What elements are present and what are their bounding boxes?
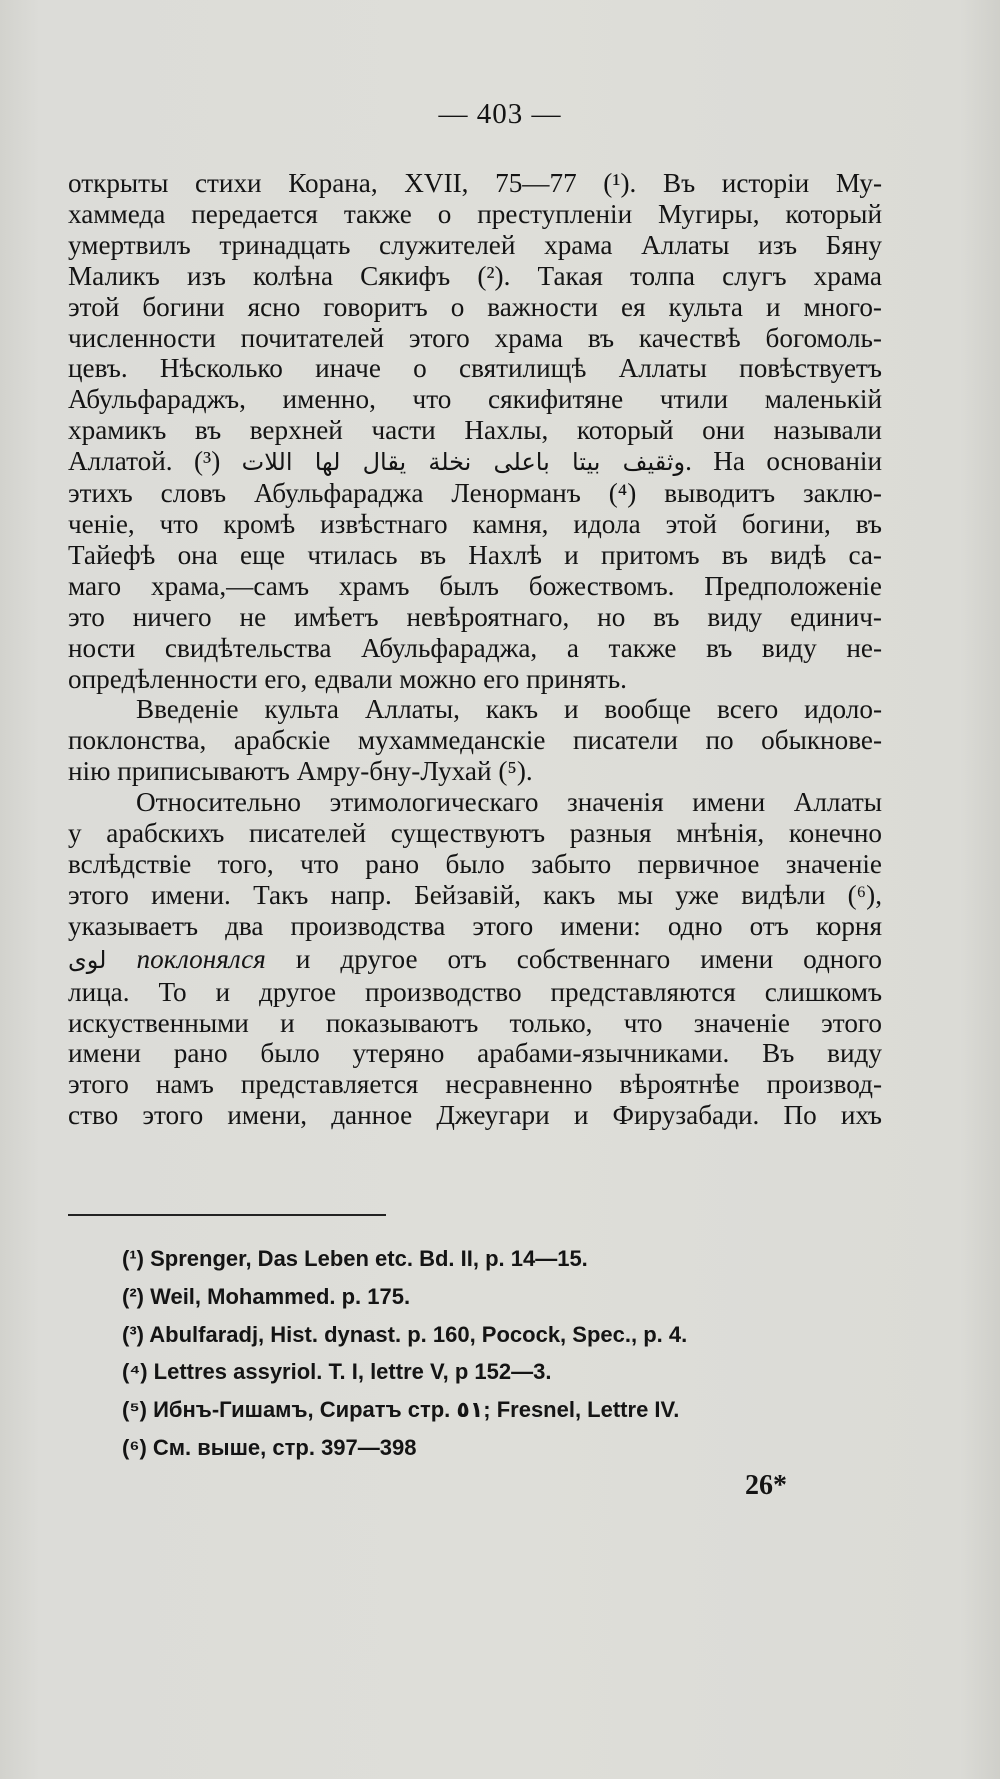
signature-mark: 26*: [745, 1470, 787, 1501]
footnote: (⁴) Lettres assyriol. T. I, lettre V, p 152—3.: [122, 1359, 552, 1385]
footnote: (⁵) Ибнъ-Гишамъ, Сиратъ стр. ٥١; Fresnel, Lettre IV.: [122, 1397, 680, 1423]
text-line: указываетъ два производства этого имени: одно отъ корня: [68, 910, 882, 941]
text-line: умертвилъ тринадцать служителей храма Аллаты изъ Бяну: [68, 229, 882, 260]
text-line: храмикъ въ верхней части Нахлы, который они называли: [68, 415, 882, 446]
text-line: хаммеда передается также о преступленіи Мугиры, который: [68, 198, 882, 229]
main-text: [68, 168, 882, 1131]
text-line: открыты стихи Корана, XVII, 75—77 (¹). Въ исторіи Му-: [68, 168, 882, 198]
text-segment: Аллатой.: [68, 446, 173, 477]
text-line: ченіе, что кромѣ извѣстнаго камня, идола этой богини, въ: [68, 508, 882, 539]
footnote: (⁶) См. выше, стр. 397—398: [122, 1434, 417, 1460]
text-line: у арабскихъ писателей существуютъ разныя мнѣнія, конечно: [68, 818, 882, 849]
arabic-root: لوى: [68, 945, 107, 974]
text-line: этихъ словъ Абульфараджа Ленорманъ (⁴) выводитъ заклю-: [68, 478, 882, 509]
text-line: Введеніе культа Аллаты, какъ и вообще всего идоло-: [136, 694, 882, 725]
text-line: искуственными и показываютъ только, что значеніе этого: [68, 1007, 882, 1038]
text-line: Маликъ изъ колѣна Сякифъ (²). Такая толпа слугъ храма: [68, 260, 882, 291]
footnotes: [122, 1240, 882, 1467]
text-line: поклонства, арабскіе мухаммеданскіе писатели по обыкнове-: [68, 725, 882, 756]
text-line: ство этого имени, данное Джеугари и Фирузабади. По ихъ: [68, 1100, 882, 1131]
italic-term: поклонялся: [136, 943, 266, 974]
text-line: это ничего не имѣетъ невѣроятнаго, но въ виду единич-: [68, 601, 882, 632]
text-line: этой богини ясно говоритъ о важности ея культа и много-: [68, 291, 882, 322]
text-line: Относительно этимологическаго значенія имени Аллаты: [136, 787, 882, 818]
text-line: Тайефѣ она еще чтилась въ Нахлѣ и притомъ въ видѣ са-: [68, 539, 882, 570]
text-segment: (³). На основаніи: [193, 446, 882, 477]
text-line: имени рано было утеряно арабами-язычниками. Въ виду: [68, 1038, 882, 1069]
text-line: этого намъ представляется несравненно вѣроятнѣе производ-: [68, 1069, 882, 1100]
footnote: (²) Weil, Mohammed. p. 175.: [122, 1283, 411, 1309]
page-number: — 403 —: [438, 98, 562, 130]
text-line: вслѣдствіе того, что рано было забыто первичное значеніе: [68, 848, 882, 879]
text-line: маго храма,—самъ храмъ былъ божествомъ. Предположеніе: [68, 570, 882, 601]
text-line: этого имени. Такъ напр. Бейзавій, какъ мы уже видѣли (⁶),: [68, 879, 882, 910]
text-line: ности свидѣтельства Абульфараджа, а также въ виду не-: [68, 632, 882, 663]
arabic-root-line: [68, 942, 882, 977]
footnote-divider: [68, 1214, 386, 1216]
text-line: численности почитателей этого храма въ качествѣ богомоль-: [68, 322, 882, 353]
text-segment: и другое отъ собственнаго имени одного: [295, 943, 882, 974]
text-line: лица. То и другое производство представляются слишкомъ: [68, 976, 882, 1007]
text-line: нію приписываютъ Амру-бну-Лухай (⁵).: [68, 756, 533, 787]
arabic-quote-line: [68, 446, 882, 478]
arabic-quote: وثقيف بيتا باعلى نخلة يقال لها اللات: [241, 448, 686, 477]
footnote: (¹) Sprenger, Das Leben etc. Bd. II, p. 14—15.: [122, 1246, 588, 1271]
text-line: опредѣленности его, едвали можно его принять.: [68, 663, 627, 694]
footnote: (³) Abulfaradj, Hist. dynast. p. 160, Pocock, Spec., p. 4.: [122, 1321, 688, 1347]
text-line: Абульфараджъ, именно, что сякифитяне чтили маленькій: [68, 384, 882, 415]
text-line: цевъ. Нѣсколько иначе о святилищѣ Аллаты повѣствуетъ: [68, 353, 882, 384]
